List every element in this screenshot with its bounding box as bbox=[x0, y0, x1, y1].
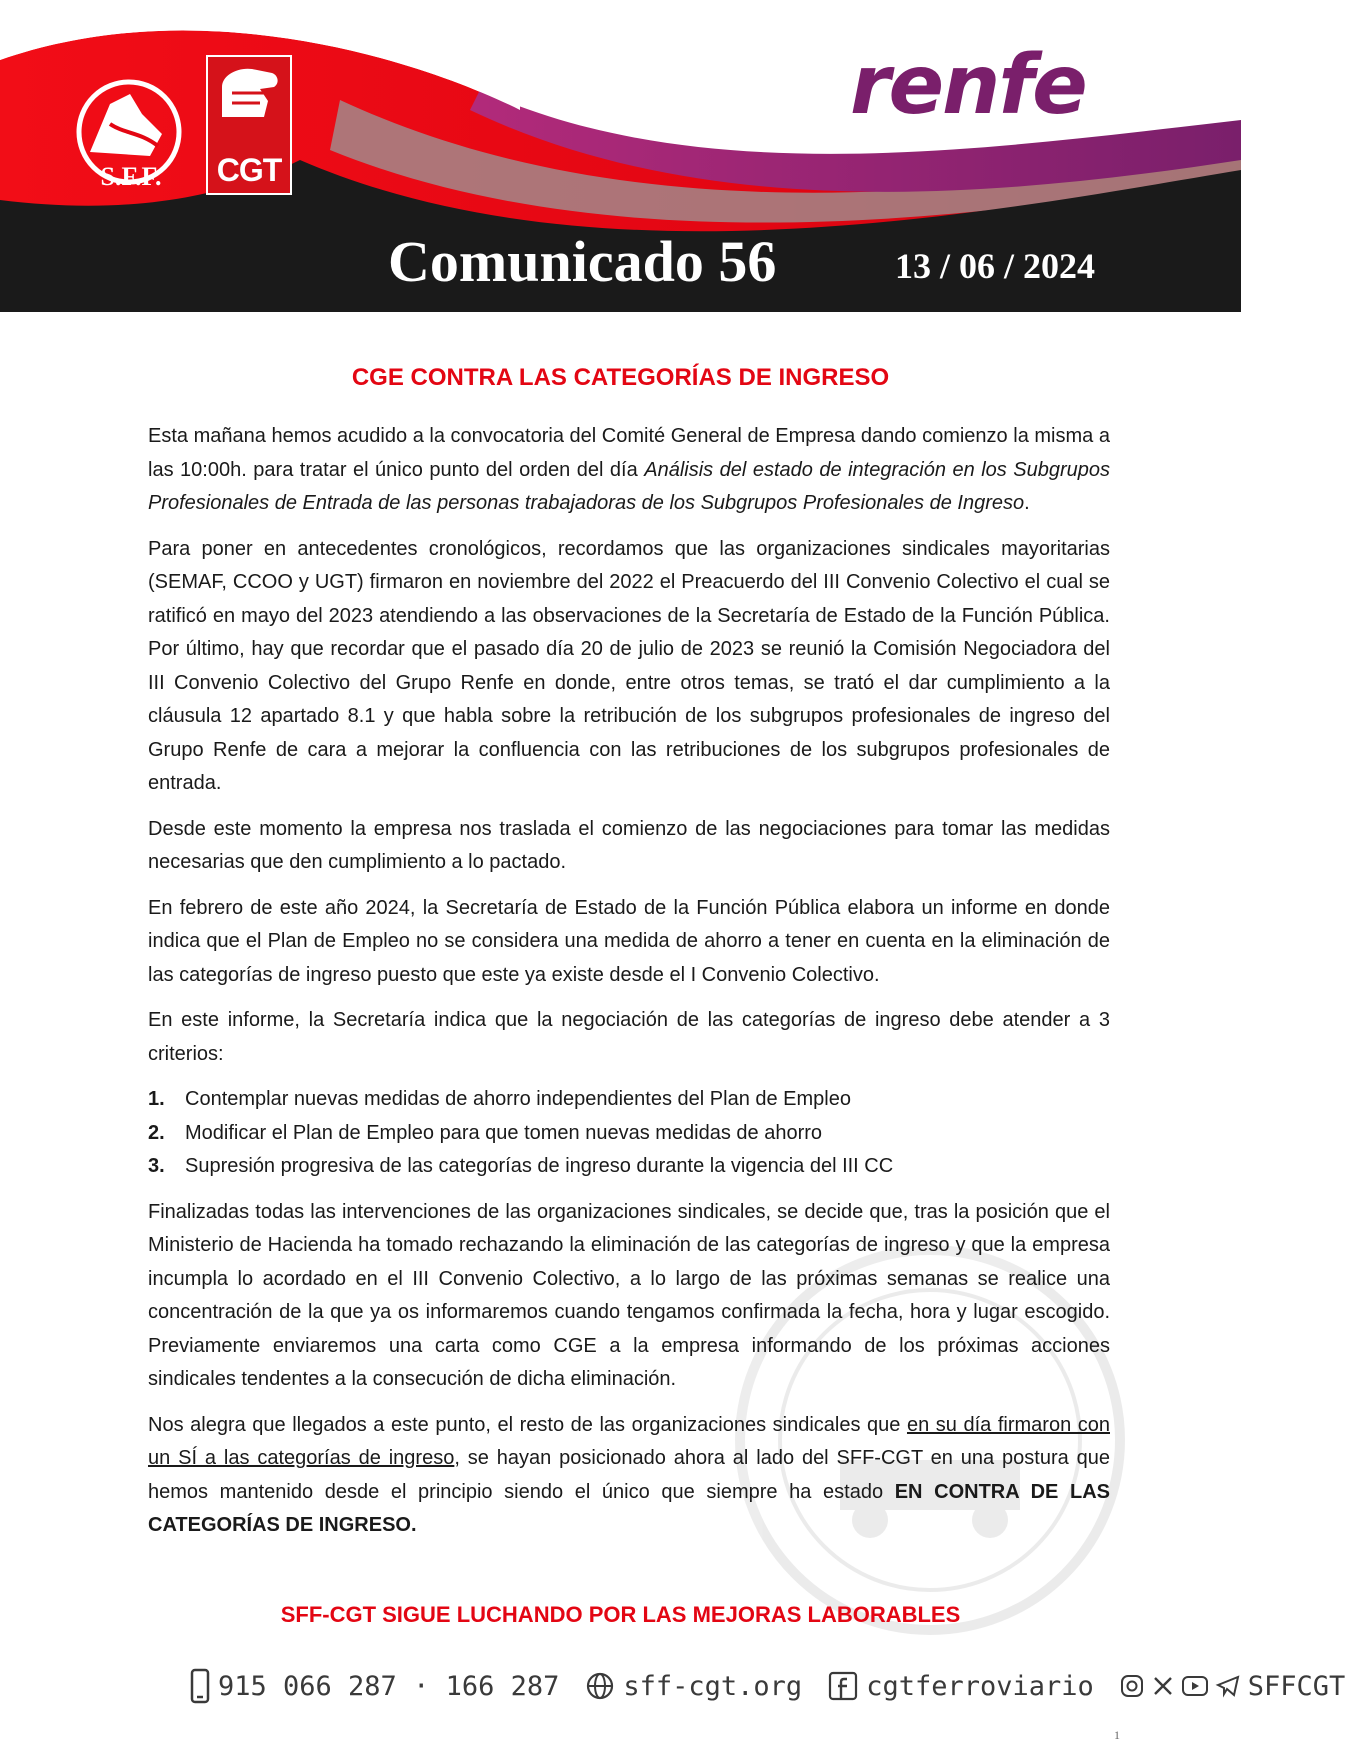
comunicado-number: Comunicado 56 bbox=[388, 229, 777, 294]
paragraph-5: En este informe, la Secretaría indica que la negociación de las categorías de ingreso debe atender a 3 criterios: bbox=[148, 1009, 1110, 1065]
social-contact bbox=[1120, 1671, 1345, 1702]
paragraph-6: Finalizadas todas las intervenciones de las organizaciones sindicales, se decide que, tras la posición que el Ministerio de Hacienda ha tomado rechazando la eliminación de las categorías de ingreso y que la empresa incumpla lo acordado en el III Convenio Colectivo, a lo largo de las próximas semanas se realice una concentración de la que ya os informaremos cuando tengamos confirmada la fecha, hora y lugar escogido. Previamente enviaremos una carta como CGE a la empresa informando de los próximas acciones sindicales tendentes a la consecución de dicha eliminación. bbox=[148, 1200, 1110, 1390]
sff-logo-text: S.F.F. bbox=[100, 162, 162, 191]
x-icon bbox=[1152, 1675, 1174, 1697]
agenda-item: Análisis del estado de integración en los Subgrupos Profesionales de Entrada de las personas trabajadoras de los Subgrupos Profesionales de Ingreso bbox=[148, 458, 1110, 514]
document-body bbox=[148, 420, 1110, 1555]
paragraph-1-text: Esta mañana hemos acudido a la convocatoria del Comité General de Empresa dando comienzo la misma a las 10:00h. para tratar el único punto del orden del día bbox=[148, 425, 1110, 481]
slogan: SFF-CGT SIGUE LUCHANDO POR LAS MEJORAS LABORABLES bbox=[280, 1602, 961, 1627]
contact-footer bbox=[190, 1664, 1345, 1708]
telegram-icon bbox=[1216, 1675, 1240, 1697]
renfe-logo: renfe bbox=[850, 38, 1086, 133]
facebook-icon bbox=[828, 1671, 858, 1701]
list-item bbox=[148, 1083, 1110, 1117]
list-item bbox=[148, 1117, 1110, 1151]
list-text: Supresión progresiva de las categorías de ingreso durante la vigencia del III CC bbox=[185, 1155, 894, 1177]
list-number: 2. bbox=[148, 1121, 165, 1144]
cgt-logo-text: CGT bbox=[216, 152, 282, 188]
list-text: Modificar el Plan de Empleo para que tomen nuevas medidas de ahorro bbox=[185, 1121, 823, 1144]
header-banner bbox=[0, 0, 1241, 312]
web-contact bbox=[585, 1671, 802, 1702]
underlined-phrase: en su día firmaron con un SÍ a las categorías de ingreso bbox=[148, 1413, 1110, 1469]
facebook-contact bbox=[828, 1671, 1094, 1702]
paragraph-1 bbox=[148, 420, 1110, 521]
list-text: Contemplar nuevas medidas de ahorro independientes del Plan de Empleo bbox=[185, 1088, 851, 1110]
phone-number: 915 066 287 · 166 287 bbox=[218, 1670, 560, 1702]
paragraph-7-text: Nos alegra que llegados a este punto, el resto de las organizaciones sindicales que bbox=[148, 1413, 907, 1436]
comunicado-date: 13 / 06 / 2024 bbox=[895, 246, 1096, 286]
paragraph-7-middle: , se hayan posicionado ahora al lado del SFF-CGT en una postura que hemos mantenido desde el principio siendo el único que siempre ha estado bbox=[148, 1447, 1111, 1503]
criteria-list bbox=[148, 1083, 1110, 1184]
list-item bbox=[148, 1150, 1110, 1184]
website-link[interactable]: sff-cgt.org bbox=[623, 1670, 803, 1702]
paragraph-7 bbox=[148, 1409, 1110, 1543]
youtube-icon bbox=[1182, 1675, 1208, 1697]
globe-icon bbox=[585, 1671, 615, 1701]
phone-contact bbox=[190, 1668, 559, 1704]
paragraph-3: Desde este momento la empresa nos traslada el comienzo de las negociaciones para tomar las medidas necesarias que den cumplimiento a lo pactado. bbox=[148, 817, 1110, 873]
phone-icon bbox=[190, 1668, 210, 1704]
instagram-icon bbox=[1120, 1674, 1144, 1698]
facebook-handle[interactable]: cgtferroviario bbox=[866, 1670, 1094, 1702]
document-title: CGE CONTRA LAS CATEGORÍAS DE INGRESO bbox=[351, 364, 890, 391]
bold-statement: EN CONTRA DE LAS CATEGORÍAS DE INGRESO. bbox=[148, 1480, 1110, 1536]
paragraph-4: En febrero de este año 2024, la Secretaría de Estado de la Función Pública elabora un informe en donde indica que el Plan de Empleo no se considera una medida de ahorro a tener en cuenta en la eliminación de las categorías de ingreso puesto que este ya existe desde el I Convenio Colectivo. bbox=[148, 896, 1110, 986]
list-number: 3. bbox=[148, 1155, 165, 1177]
page-number: 1 bbox=[1114, 1728, 1120, 1742]
fist-icon bbox=[208, 57, 290, 147]
list-number: 1. bbox=[148, 1088, 165, 1110]
social-handle[interactable]: SFFCGT bbox=[1247, 1670, 1345, 1702]
paragraph-2: Para poner en antecedentes cronológicos, recordamos que las organizaciones sindicales mayoritarias (SEMAF, CCOO y UGT) firmaron en noviembre del 2022 el Preacuerdo del III Convenio Colectivo el cual se ratificó en mayo del 2023 atendiendo a las observaciones de la Secretaría de Estado de la Función Pública. Por último, hay que recordar que el pasado día 20 de julio de 2023 se reunió la Comisión Negociadora del III Convenio Colectivo del Grupo Renfe en donde, entre otros temas, se trató el dar cumplimiento a la cláusula 12 apartado 8.1 y que habla sobre la retribución de los subgrupos profesionales de ingreso del Grupo Renfe de cara a mejorar la confluencia con las retribuciones de los subgrupos profesionales de entrada. bbox=[148, 537, 1110, 794]
paragraph-1-end: . bbox=[1024, 492, 1030, 514]
cgt-logo bbox=[206, 55, 292, 195]
